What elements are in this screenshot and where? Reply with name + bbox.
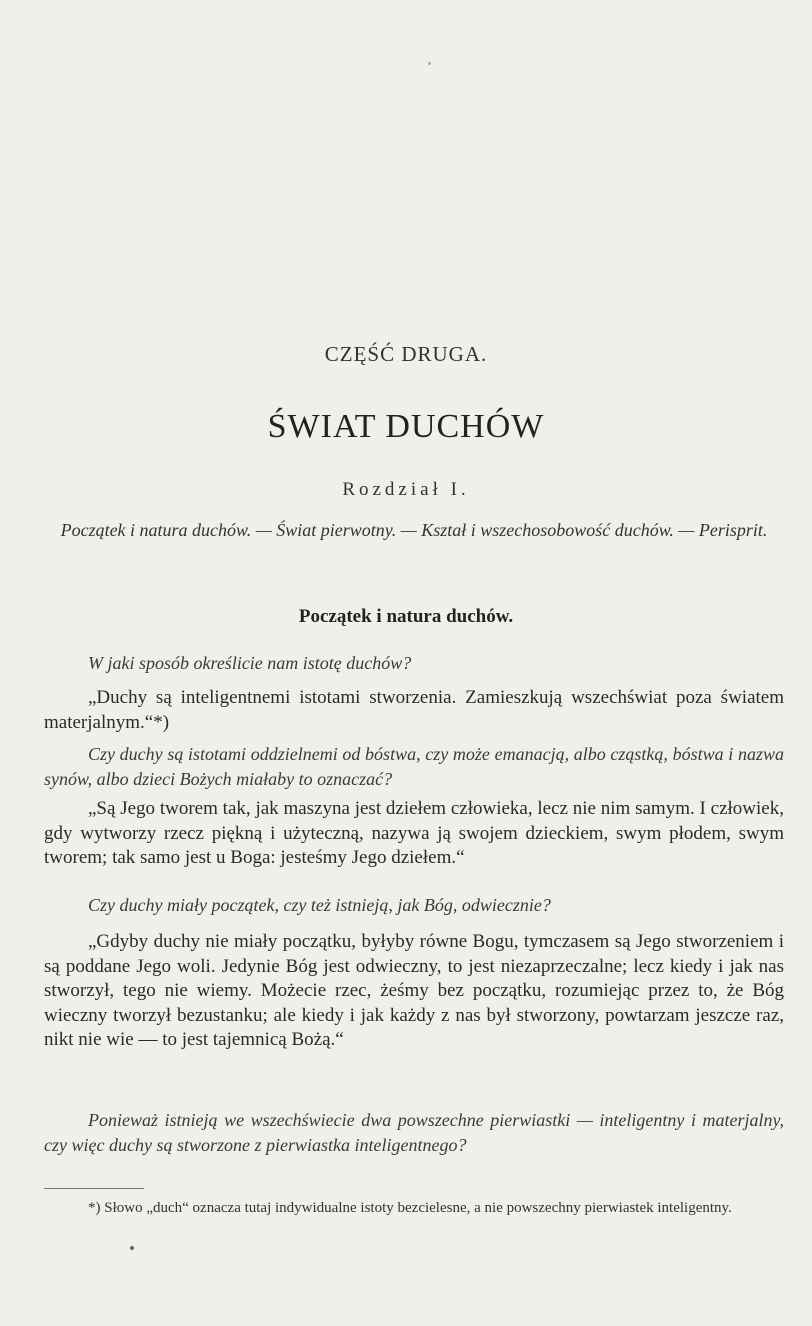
footnote-divider — [44, 1188, 144, 1189]
part-heading: CZĘŚĆ DRUGA. — [324, 342, 488, 366]
question-paragraph: Czy duchy są istotami oddzielnemi od bóstwa, czy może emanacją, albo cząstką, bóstwa i nazwa synów, albo dzieci Bożych miałaby to oznaczać? — [44, 744, 784, 789]
question-paragraph: Ponieważ istnieją we wszechświecie dwa powszechne pierwiastki — inteligentny i materjalny, czy więc duchy są stworzone z pierwiastka inteligentnego? — [44, 1110, 784, 1155]
footnote: *) Słowo „duch“ oznacza tutaj indywidualne istoty bezcielesne, a nie powszechny pierwiastek inteligentny. — [88, 1200, 732, 1216]
answer-paragraph: „Są Jego tworem tak, jak maszyna jest dziełem człowieka, lecz nie nim samym. I człowiek, gdy wytworzy rzecz piękną i użyteczną, nazywa ją swojem dzieckiem, swym płodem, swym tworem; tak samo jest u Boga: jesteśmy Jego dziełem.“ — [44, 798, 784, 868]
chapter-heading: Rozdział I. — [342, 479, 470, 500]
print-speck — [130, 1246, 134, 1250]
question-paragraph: W jaki sposób określicie nam istotę duchów? — [88, 653, 412, 673]
answer-paragraph: „Duchy są inteligentnemi istotami stworzenia. Zamieszkują wszechświat poza światem materjalnym.“*) — [44, 687, 784, 733]
print-speck — [428, 62, 431, 65]
page-title: ŚWIAT DUCHÓW — [267, 408, 545, 445]
answer-paragraph: „Gdyby duchy nie miały początku, byłyby równe Bogu, tymczasem są Jego stworzeniem i są poddane Jego woli. Jedynie Bóg jest odwieczny, to jest niezaprzeczalne; lecz kiedy i jak nas stworzył, tego nie wiemy. Możecie rzec, żeśmy bez początku, rozumiejąc przez to, że Bóg wieczny tworzył bezustanku; ale kiedy i jak każdy z nas był stworzony, powtarzam jeszcze raz, nikt nie wie — to jest tajemnicą Bożą.“ — [44, 931, 784, 1050]
section-title: Początek i natura duchów. — [298, 606, 514, 627]
chapter-summary: Początek i natura duchów. — Świat pierwotny. — Kształ i wszechosobowość duchów. — Perisprit. — [60, 520, 768, 540]
question-paragraph: Czy duchy miały początek, czy też istnieją, jak Bóg, odwiecznie? — [88, 895, 551, 915]
